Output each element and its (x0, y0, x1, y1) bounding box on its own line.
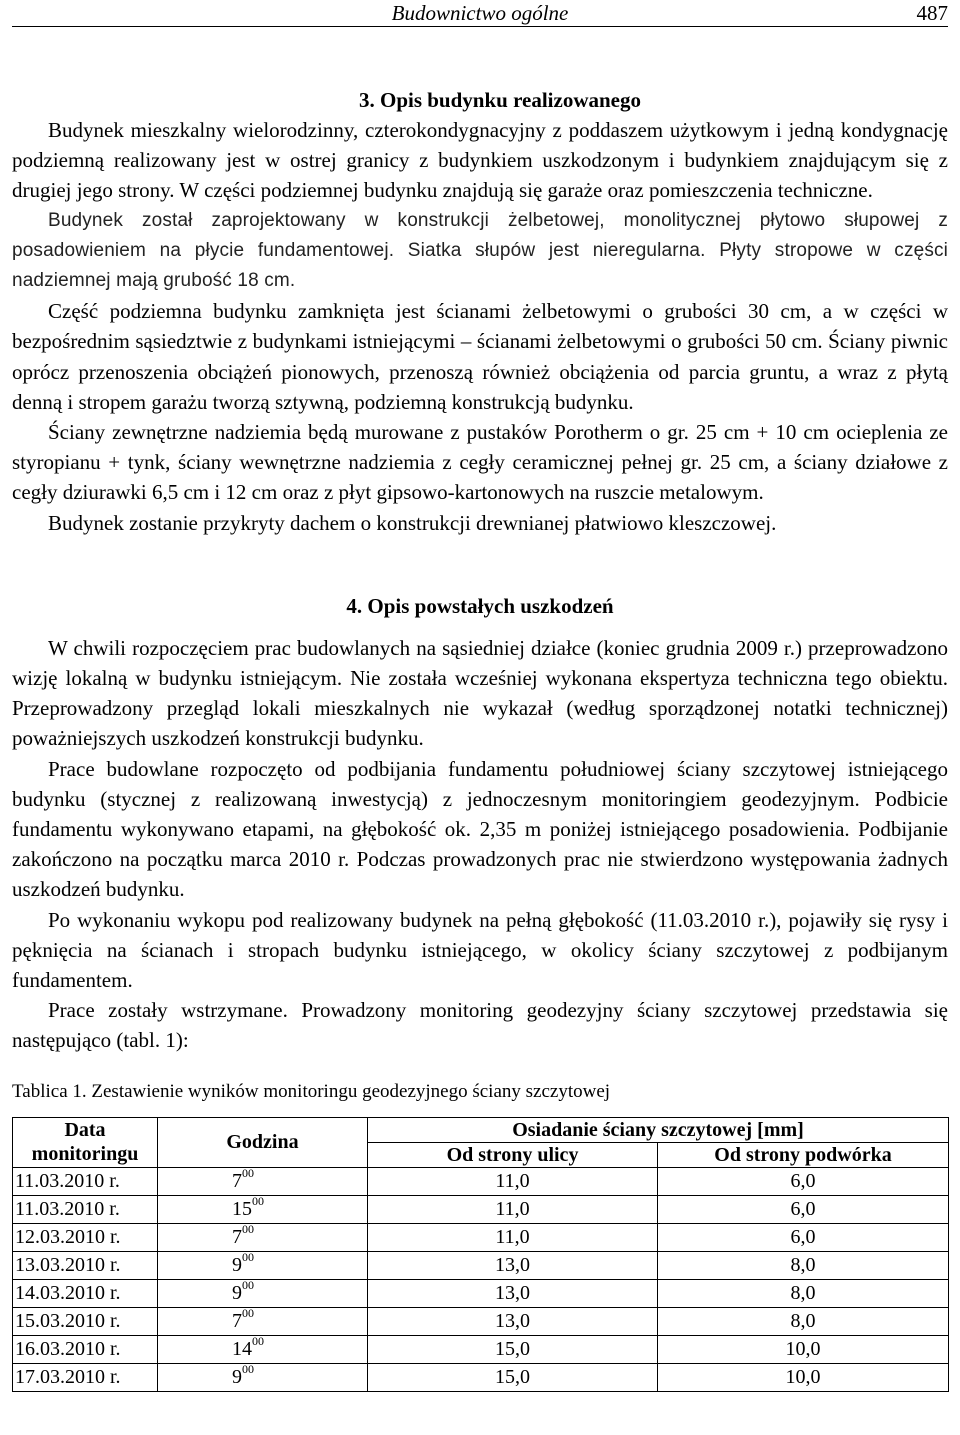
cell-yard: 8,0 (658, 1307, 949, 1335)
table-row (13, 1251, 949, 1279)
cell-yard: 6,0 (658, 1223, 949, 1251)
cell-hour (158, 1167, 368, 1195)
section-4-paragraph: Prace budowlane rozpoczęto od podbijania fundamentu południowej ściany szczytowej istniejącego budynku (stycznej z realizowaną inwestycją) z jednoczesnym monitoringiem geodezyjnym. Podbicie fundamentu wykonywano etapami, na głębokość ok. 2,35 m poniżej istniejącego posadowienia. Podbijanie zakończono na początku marca 2010 r. Podczas prowadzonych prac nie stwierdzono występowania żadnych uszkodzeń budynku. (12, 756, 948, 902)
table-row (13, 1195, 949, 1223)
cell-street: 13,0 (368, 1251, 658, 1279)
section-3-heading: 3. Opis budynku realizowanego (358, 88, 641, 112)
cell-street: 11,0 (368, 1167, 658, 1195)
column-header-street: Od strony ulicy (368, 1142, 658, 1167)
column-header-hour: Godzina (158, 1117, 368, 1167)
cell-date: 13.03.2010 r. (13, 1251, 158, 1279)
monitoring-table (12, 1117, 949, 1392)
cell-street: 11,0 (368, 1195, 658, 1223)
column-header-date (13, 1117, 158, 1167)
column-header-settlement: Osiadanie ściany szczytowej [mm] (368, 1117, 949, 1142)
cell-street: 13,0 (368, 1307, 658, 1335)
cell-hour (158, 1251, 368, 1279)
cell-minutes: 00 (242, 1278, 254, 1293)
cell-minutes: 00 (252, 1194, 264, 1209)
cell-street: 15,0 (368, 1335, 658, 1363)
cell-hour-value: 14 (232, 1338, 252, 1361)
cell-hour-value: 7 (232, 1226, 242, 1249)
cell-street: 11,0 (368, 1223, 658, 1251)
cell-date: 15.03.2010 r. (13, 1307, 158, 1335)
cell-yard: 8,0 (658, 1251, 949, 1279)
running-title: Budownictwo ogólne (391, 1, 569, 25)
table-row (13, 1223, 949, 1251)
cell-minutes: 00 (242, 1250, 254, 1265)
table-caption: Tablica 1. Zestawienie wyników monitoringu geodezyjnego ściany szczytowej (12, 1080, 611, 1102)
page-number: 487 (916, 1, 948, 25)
running-header (12, 0, 948, 27)
cell-minutes: 00 (242, 1362, 254, 1377)
section-4-paragraph: Po wykonaniu wykopu pod realizowany budynek na pełną głębokość (11.03.2010 r.), pojawiły się rysy i pęknięcia na ścianach i stropach budynku istniejącego, w okolicy ściany szczytowej z podbijanym fundamentem. (12, 907, 948, 993)
cell-hour (158, 1223, 368, 1251)
cell-hour (158, 1195, 368, 1223)
section-3-paragraph: Budynek zostanie przykryty dachem o konstrukcji drewnianej płatwiowo kleszczowej. (48, 510, 777, 535)
cell-street: 15,0 (368, 1363, 658, 1391)
cell-hour (158, 1363, 368, 1391)
cell-date: 11.03.2010 r. (13, 1195, 158, 1223)
table-row (13, 1307, 949, 1335)
cell-date: 14.03.2010 r. (13, 1279, 158, 1307)
section-3-paragraph: Budynek mieszkalny wielorodzinny, czterokondygnacyjny z poddaszem użytkowym i jedną kondygnację podziemną realizowany jest w ostrej granicy z budynkiem uszkodzonym i budynkiem znajdującym się z drugiej jego strony. W części podziemnej budynku znajdują się garaże oraz pomieszczenia techniczne. (12, 118, 948, 203)
cell-minutes: 00 (242, 1166, 254, 1181)
column-header-date-line1: Data (64, 1119, 106, 1142)
column-header-yard: Od strony podwórka (658, 1142, 949, 1167)
cell-date: 12.03.2010 r. (13, 1223, 158, 1251)
page-content (12, 85, 948, 1392)
cell-hour-value: 9 (232, 1282, 242, 1305)
cell-hour (158, 1335, 368, 1363)
cell-yard: 6,0 (658, 1167, 949, 1195)
cell-hour-value: 15 (232, 1198, 252, 1221)
cell-yard: 8,0 (658, 1279, 949, 1307)
cell-hour-value: 7 (232, 1170, 242, 1193)
table-row (13, 1167, 949, 1195)
cell-yard: 6,0 (658, 1195, 949, 1223)
section-3-paragraph: Część podziemna budynku zamknięta jest ścianami żelbetowymi o grubości 30 cm, a w części w bezpośrednim sąsiedztwie z budynkami istniejącymi – ścianami żelbetowymi o grubości 50 cm. Ściany piwnic oprócz przenoszenia obciążeń pionowych, przenoszą również obciążenia od parcia gruntu, a wraz z płytą denną i stropem garażu tworzą sztywną, podziemną konstrukcją budynku. (12, 299, 948, 414)
column-header-date-line2: monitoringu (31, 1143, 139, 1166)
section-3-paragraph: Budynek został zaprojektowany w konstrukcji żelbetowej, monolitycznej płytowo słupowej z posadowieniem na płycie fundamentowej. Siatka słupów jest nieregularna. Płyty stropowe w części nadziemnej mają grubość 18 cm. (12, 209, 948, 292)
cell-date: 17.03.2010 r. (13, 1363, 158, 1391)
section-4-paragraph: Prace zostały wstrzymane. Prowadzony monitoring geodezyjny ściany szczytowej przedstawia się następująco (tabl. 1): (12, 998, 948, 1053)
cell-yard: 10,0 (658, 1335, 949, 1363)
cell-hour-value: 7 (232, 1310, 242, 1333)
cell-minutes: 00 (242, 1222, 254, 1237)
cell-street: 13,0 (368, 1279, 658, 1307)
cell-yard: 10,0 (658, 1363, 949, 1391)
section-4-heading: 4. Opis powstałych uszkodzeń (346, 593, 614, 618)
section-4-paragraph: W chwili rozpoczęciem prac budowlanych na sąsiedniej działce (koniec grudnia 2009 r.) przeprowadzono wizję lokalną w budynku istniejącym. Nie została wcześniej wykonana ekspertyza techniczna tego obiektu. Przeprowadzony przegląd lokali mieszkalnych nie wykazał (według sporządzonej notatki technicznej) poważniejszych uszkodzeń konstrukcji budynku. (12, 635, 948, 751)
section-3-paragraph: Ściany zewnętrzne nadziemia będą murowane z pustaków Porotherm o gr. 25 cm + 10 cm ocieplenia ze styropianu + tynk, ściany wewnętrzne nadziemia z cegły ceramicznej pełnej gr. 25 cm, a ściany działowe z cegły dziurawki 6,5 cm i 12 cm oraz z płyt gipsowo-kartonowych na ruszcie metalowym. (12, 420, 948, 505)
cell-date: 16.03.2010 r. (13, 1335, 158, 1363)
cell-hour-value: 9 (232, 1366, 242, 1389)
cell-hour-value: 9 (232, 1254, 242, 1277)
table-row (13, 1335, 949, 1363)
cell-minutes: 00 (252, 1334, 264, 1349)
table-row (13, 1363, 949, 1391)
section-4-body (12, 633, 948, 1056)
cell-minutes: 00 (242, 1306, 254, 1321)
cell-hour (158, 1307, 368, 1335)
cell-date: 11.03.2010 r. (13, 1167, 158, 1195)
table-row (13, 1279, 949, 1307)
cell-hour (158, 1279, 368, 1307)
